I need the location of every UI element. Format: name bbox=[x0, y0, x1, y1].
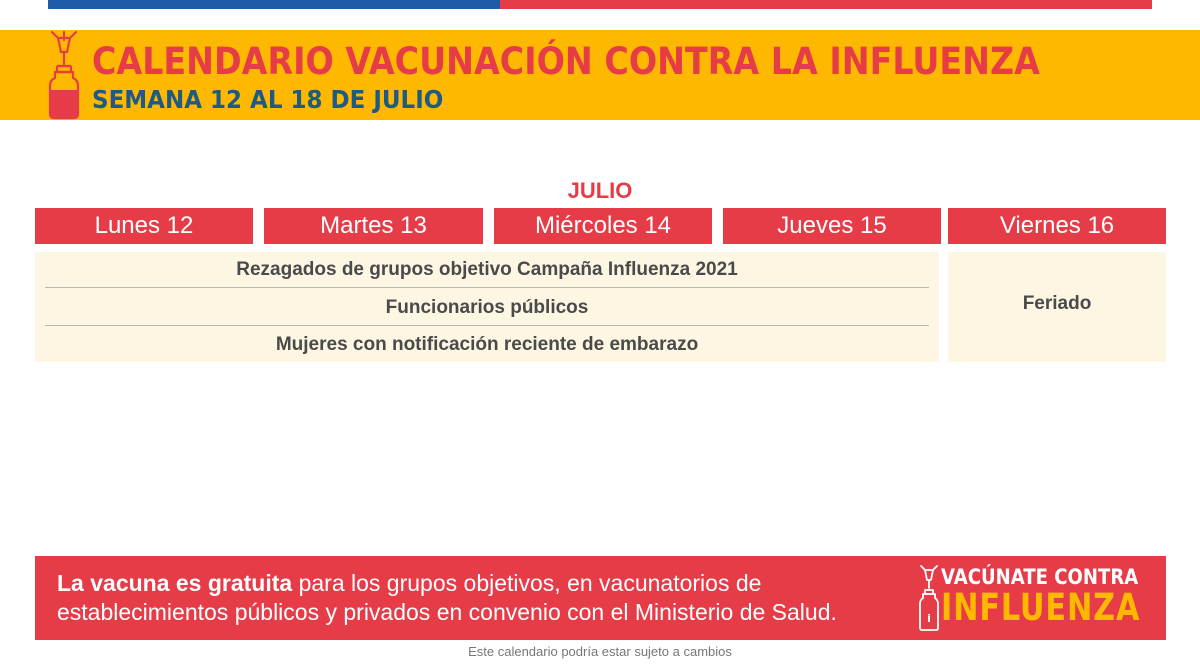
disclaimer: Este calendario podría estar sujeto a cambios bbox=[468, 644, 732, 659]
footer-text bbox=[57, 569, 907, 627]
month-label: JULIO bbox=[567, 178, 633, 203]
day-header-monday: Lunes 12 bbox=[35, 208, 253, 244]
footer-banner bbox=[35, 556, 1166, 640]
flag-stripe-red bbox=[500, 0, 1152, 9]
flag-stripe-blue bbox=[48, 0, 500, 9]
header-banner bbox=[0, 30, 1200, 120]
svg-text:i: i bbox=[927, 612, 931, 625]
schedule-row: Funcionarios públicos bbox=[385, 297, 589, 318]
week-subtitle: SEMANA 12 AL 18 DE JULIO bbox=[92, 85, 444, 114]
logo-line1: VACÚNATE CONTRA bbox=[941, 565, 1139, 589]
day-header-wednesday: Miércoles 14 bbox=[494, 208, 712, 244]
row-divider bbox=[45, 287, 929, 288]
schedule-row: Mujeres con notificación reciente de embarazo bbox=[275, 334, 699, 355]
footer-highlight: La vacuna es gratuita bbox=[57, 570, 293, 596]
logo-line2: INFLUENZA bbox=[941, 586, 1141, 629]
vaccine-vial-icon bbox=[917, 564, 941, 632]
schedule-block bbox=[35, 252, 939, 362]
day-header-thursday: Jueves 15 bbox=[723, 208, 941, 244]
day-header-friday: Viernes 16 bbox=[948, 208, 1166, 244]
day-header-tuesday: Martes 13 bbox=[264, 208, 483, 244]
footer-body: para los grupos objetivos, en vacunatorios de establecimientos públicos y privados en convenio con el Ministerio de Salud. bbox=[57, 570, 837, 625]
vaccine-vial-icon bbox=[44, 30, 84, 120]
page-title: CALENDARIO VACUNACIÓN CONTRA LA INFLUENZA bbox=[92, 40, 1040, 83]
row-divider bbox=[45, 325, 929, 326]
holiday-cell: Feriado bbox=[948, 252, 1166, 362]
schedule-row: Rezagados de grupos objetivo Campaña Influenza 2021 bbox=[236, 259, 738, 280]
